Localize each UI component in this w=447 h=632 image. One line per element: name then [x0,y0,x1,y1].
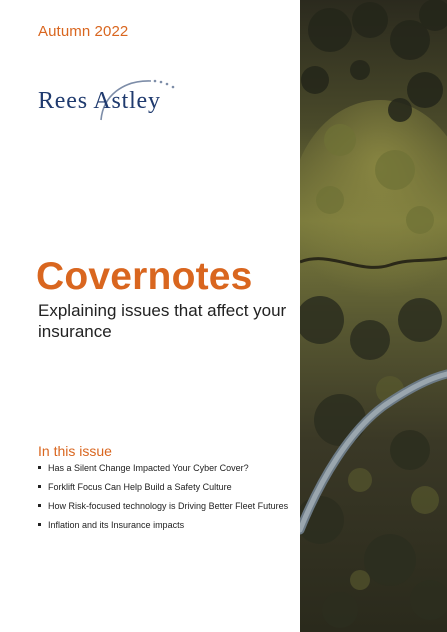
issue-item: Forklift Focus Can Help Build a Safety Culture [38,481,300,493]
aerial-landscape-image [300,0,447,632]
edition-label: Autumn 2022 [38,23,129,40]
publication-title: Covernotes [36,255,253,298]
aerial-road-photo [300,0,447,632]
brand-name: Rees Astley [38,88,161,114]
issue-item: How Risk-focused technology is Driving Better Fleet Futures [38,500,300,512]
issue-item: Inflation and its Insurance impacts [38,519,300,531]
rees-astley-logo [38,76,208,126]
publication-subtitle: Explaining issues that affect your insurance [38,301,287,341]
in-this-issue-heading: In this issue [38,443,112,459]
issue-contents-list [38,462,300,538]
issue-item: Has a Silent Change Impacted Your Cyber Cover? [38,462,300,474]
